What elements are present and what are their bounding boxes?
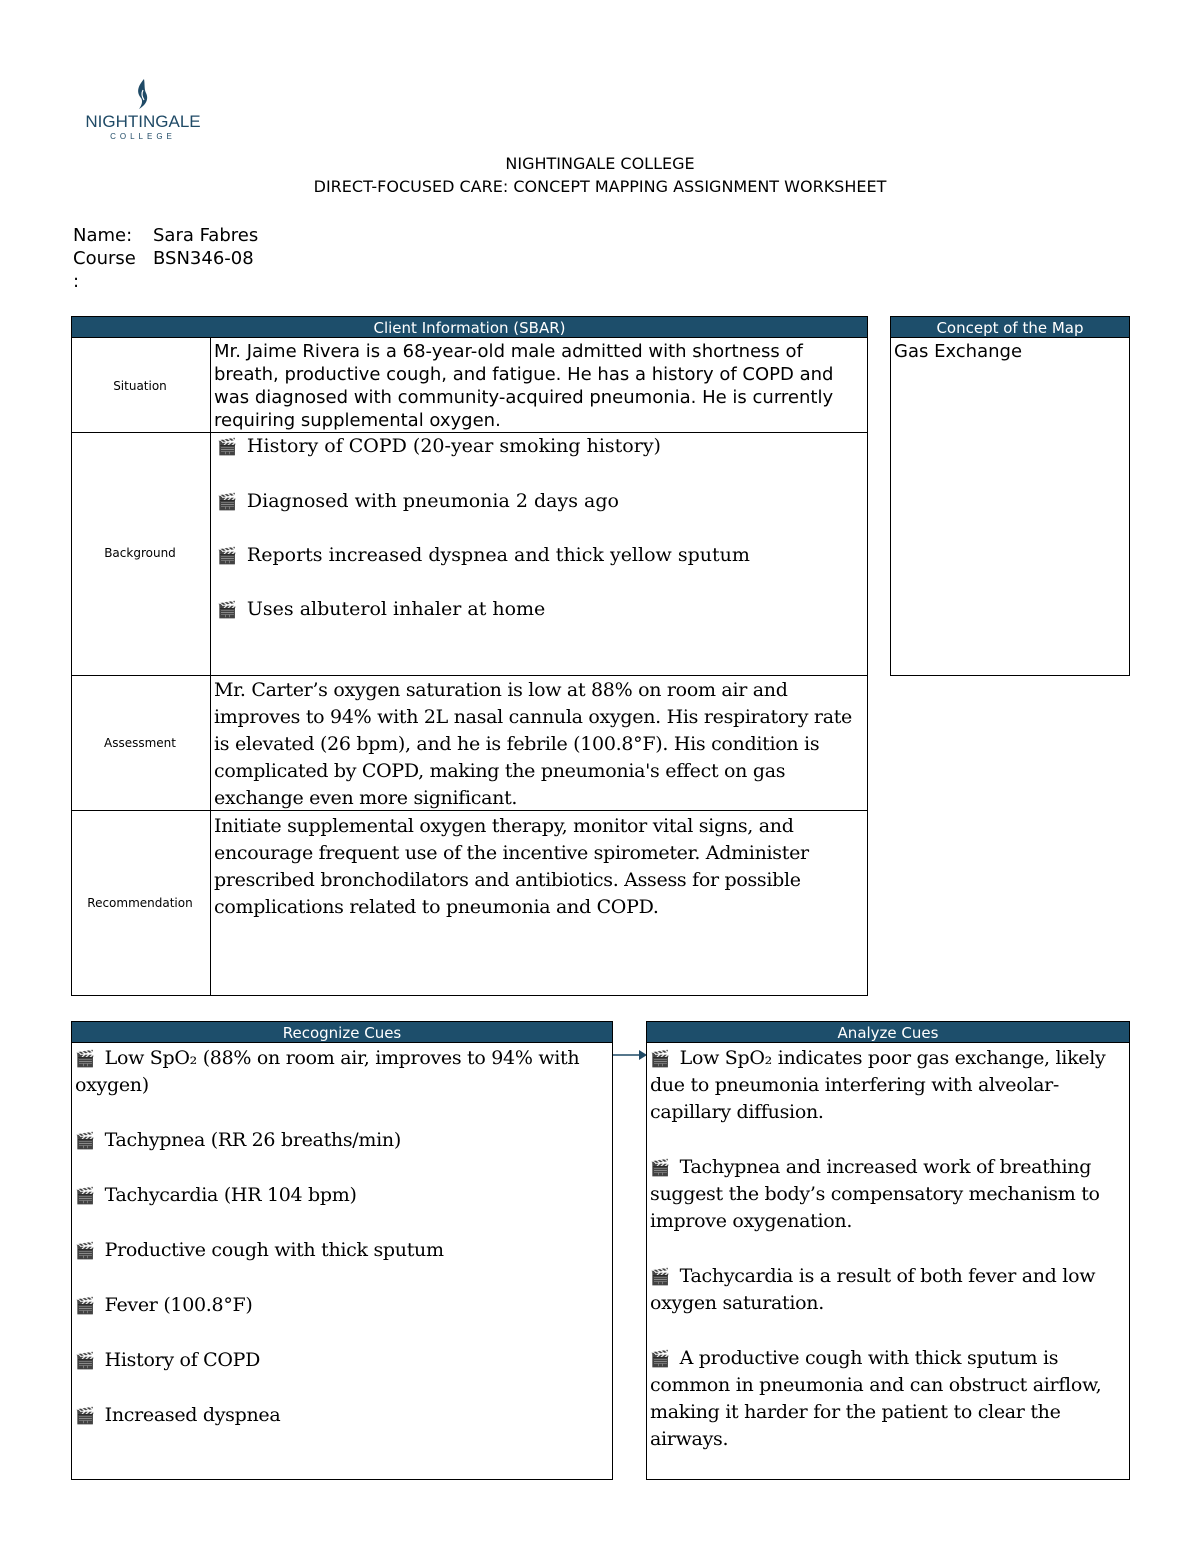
college-title: NIGHTINGALE COLLEGE xyxy=(505,154,695,173)
clapperboard-icon: 🎬 xyxy=(217,437,237,456)
concept-header: Concept of the Map xyxy=(890,316,1130,338)
logo-sub: COLLEGE xyxy=(110,132,176,141)
clapperboard-icon: 🎬 xyxy=(650,1049,670,1068)
recommendation-label: Recommendation xyxy=(87,896,193,910)
cue-item: 🎬 Increased dyspnea xyxy=(75,1404,281,1426)
clapperboard-icon: 🎬 xyxy=(217,546,237,565)
analyze-cues-header: Analyze Cues xyxy=(646,1021,1130,1043)
recognize-cues-header: Recognize Cues xyxy=(71,1021,613,1043)
clapperboard-icon: 🎬 xyxy=(75,1296,95,1315)
course-colon: : xyxy=(73,271,80,292)
concept-box xyxy=(890,337,1130,676)
cue-item: 🎬 History of COPD xyxy=(75,1349,261,1371)
clapperboard-icon: 🎬 xyxy=(75,1186,95,1205)
clapperboard-icon: 🎬 xyxy=(75,1131,95,1150)
analyze-cues-list xyxy=(650,1045,1126,1481)
college-logo xyxy=(78,78,208,144)
clapperboard-icon: 🎬 xyxy=(650,1349,670,1368)
situation-text: Mr. Jaime Rivera is a 68-year-old male admitted with shortness of breath, productive cough, and fatigue. He has a history of COPD and was diagnosed with community-acquired pneumonia. He is currently requiring supplemental oxygen. xyxy=(214,341,834,431)
cue-item: 🎬 Productive cough with thick sputum xyxy=(75,1239,444,1261)
clapperboard-icon: 🎬 xyxy=(75,1406,95,1425)
student-name-row xyxy=(73,225,258,246)
clapperboard-icon: 🎬 xyxy=(75,1241,95,1260)
analysis-item: 🎬 Low SpO₂ indicates poor gas exchange, likely due to pneumonia interfering with alveolar-capillary diffusion. xyxy=(650,1047,1106,1123)
name-label: Name: xyxy=(73,225,133,246)
clapperboard-icon: 🎬 xyxy=(650,1267,670,1286)
cue-item: 🎬 Fever (100.8°F) xyxy=(75,1294,253,1316)
clapperboard-icon: 🎬 xyxy=(650,1158,670,1177)
sbar-row-line xyxy=(71,432,868,433)
sbar-row-line xyxy=(71,675,868,676)
clapperboard-icon: 🎬 xyxy=(75,1351,95,1370)
clapperboard-icon: 🎬 xyxy=(75,1049,95,1068)
course-row xyxy=(73,248,254,269)
situation-label: Situation xyxy=(113,379,167,393)
recognize-cues-list xyxy=(75,1045,609,1457)
background-label: Background xyxy=(104,546,176,560)
concept-value: Gas Exchange xyxy=(894,341,1023,362)
cue-item: 🎬 Tachycardia (HR 104 bpm) xyxy=(75,1184,357,1206)
flame-icon xyxy=(134,78,152,110)
sbar-header: Client Information (SBAR) xyxy=(71,316,868,338)
arrow-right-icon xyxy=(613,1048,647,1062)
background-item: 🎬 History of COPD (20-year smoking history) xyxy=(217,435,661,457)
worksheet-title: DIRECT-FOCUSED CARE: CONCEPT MAPPING ASSIGNMENT WORKSHEET xyxy=(313,177,887,196)
analysis-item: 🎬 A productive cough with thick sputum is common in pneumonia and can obstruct airflow, making it harder for the patient to clear the airways. xyxy=(650,1347,1102,1450)
clapperboard-icon: 🎬 xyxy=(217,492,237,511)
assessment-label: Assessment xyxy=(104,736,176,750)
course-value: BSN346-08 xyxy=(153,248,254,269)
background-item: 🎬 Uses albuterol inhaler at home xyxy=(217,598,546,620)
course-label: Course xyxy=(73,248,136,269)
background-item: 🎬 Diagnosed with pneumonia 2 days ago xyxy=(217,490,619,512)
background-item: 🎬 Reports increased dyspnea and thick yellow sputum xyxy=(217,544,750,566)
logo-name: NIGHTINGALE xyxy=(85,112,201,131)
assessment-text: Mr. Carter’s oxygen saturation is low at 88% on room air and improves to 94% with 2L nasal cannula oxygen. His respiratory rate is elevated (26 bpm), and he is febrile (100.8°F). His condition is complicated by COPD, making the pneumonia's effect on gas exchange even more significant. xyxy=(214,679,853,809)
recommendation-text: Initiate supplemental oxygen therapy, monitor vital signs, and encourage frequent use of the incentive spirometer. Administer prescribed bronchodilators and antibiotics. Assess for possible complications related to pneumonia and COPD. xyxy=(214,815,809,918)
analysis-item: 🎬 Tachycardia is a result of both fever and low oxygen saturation. xyxy=(650,1265,1096,1314)
cue-item: 🎬 Tachypnea (RR 26 breaths/min) xyxy=(75,1129,401,1151)
analysis-item: 🎬 Tachypnea and increased work of breathing suggest the body’s compensatory mechanism to improve oxygenation. xyxy=(650,1156,1100,1232)
name-value: Sara Fabres xyxy=(153,225,259,246)
cue-item: 🎬 Low SpO₂ (88% on room air, improves to 94% with oxygen) xyxy=(75,1047,580,1096)
sbar-divider xyxy=(210,337,211,996)
clapperboard-icon: 🎬 xyxy=(217,600,237,619)
